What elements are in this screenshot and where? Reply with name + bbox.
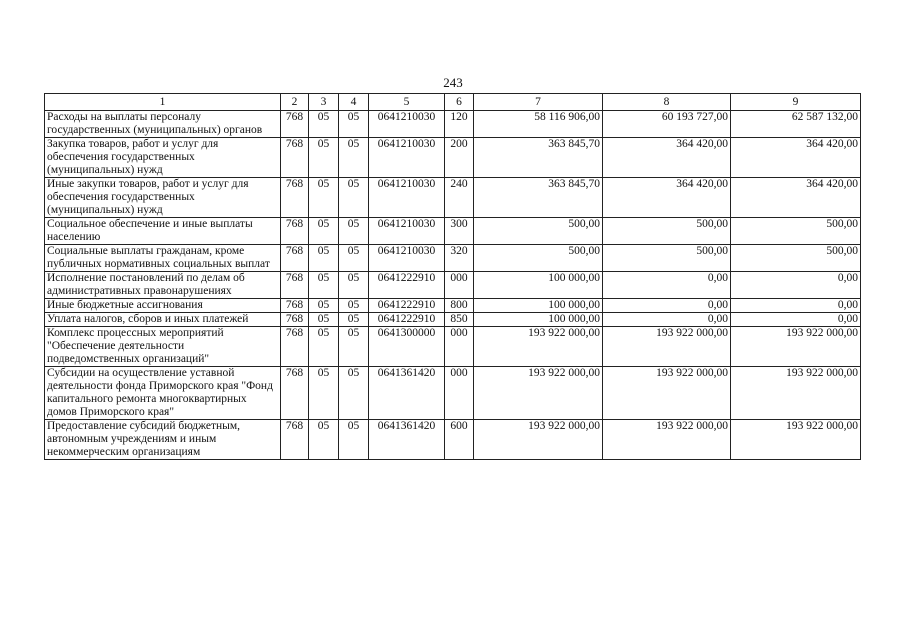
- table-row: [45, 245, 861, 272]
- subsection-code-cell: 05: [339, 111, 369, 138]
- ministry-code-cell: 768: [281, 218, 309, 245]
- amount-cell-col9: 0,00: [731, 299, 861, 313]
- subsection-code-cell: 05: [339, 178, 369, 218]
- page-number: 243: [443, 75, 463, 90]
- expense-type-cell: 850: [445, 313, 474, 327]
- target-article-cell: 0641300000: [369, 327, 445, 367]
- subsection-code-cell: 05: [339, 272, 369, 299]
- expense-name-cell: Расходы на выплаты персоналу государственных (муниципальных) органов: [45, 111, 281, 138]
- section-code-cell: 05: [309, 367, 339, 420]
- section-code-cell: 05: [309, 245, 339, 272]
- table-row: [45, 138, 861, 178]
- section-code-cell: 05: [309, 178, 339, 218]
- amount-cell-col8: 364 420,00: [603, 138, 731, 178]
- ministry-code-cell: 768: [281, 420, 309, 460]
- expense-type-cell: 000: [445, 327, 474, 367]
- section-code-cell: 05: [309, 313, 339, 327]
- ministry-code-cell: 768: [281, 111, 309, 138]
- amount-cell-col9: 62 587 132,00: [731, 111, 861, 138]
- table-row: [45, 327, 861, 367]
- amount-cell-col8: 193 922 000,00: [603, 420, 731, 460]
- amount-cell-col8: 500,00: [603, 245, 731, 272]
- section-code-cell: 05: [309, 272, 339, 299]
- section-code-cell: 05: [309, 327, 339, 367]
- target-article-cell: 0641361420: [369, 367, 445, 420]
- subsection-code-cell: 05: [339, 299, 369, 313]
- ministry-code-cell: 768: [281, 313, 309, 327]
- expense-name-cell: Субсидии на осуществление уставной деятельности фонда Приморского края "Фонд капитального ремонта многоквартирных домов Приморского края": [45, 367, 281, 420]
- amount-cell-col9: 364 420,00: [731, 178, 861, 218]
- subsection-code-cell: 05: [339, 367, 369, 420]
- table-row: [45, 420, 861, 460]
- target-article-cell: 0641210030: [369, 138, 445, 178]
- budget-table: [44, 93, 861, 460]
- ministry-code-cell: 768: [281, 178, 309, 218]
- expense-name-cell: Иные закупки товаров, работ и услуг для обеспечения государственных (муниципальных) нужд: [45, 178, 281, 218]
- expense-name-cell: Социальное обеспечение и иные выплаты населению: [45, 218, 281, 245]
- expense-name-cell: Комплекс процессных мероприятий "Обеспечение деятельности подведомственных организаций": [45, 327, 281, 367]
- expense-type-cell: 200: [445, 138, 474, 178]
- expense-type-cell: 320: [445, 245, 474, 272]
- section-code-cell: 05: [309, 111, 339, 138]
- section-code-cell: 05: [309, 420, 339, 460]
- amount-cell-col7: 500,00: [474, 218, 603, 245]
- section-code-cell: 05: [309, 299, 339, 313]
- column-header: 7: [474, 94, 603, 111]
- expense-name-cell: Социальные выплаты гражданам, кроме публичных нормативных социальных выплат: [45, 245, 281, 272]
- column-header: 5: [369, 94, 445, 111]
- expense-name-cell: Исполнение постановлений по делам об административных правонарушениях: [45, 272, 281, 299]
- amount-cell-col9: 193 922 000,00: [731, 367, 861, 420]
- column-header: 4: [339, 94, 369, 111]
- ministry-code-cell: 768: [281, 299, 309, 313]
- subsection-code-cell: 05: [339, 218, 369, 245]
- section-code-cell: 05: [309, 218, 339, 245]
- table-row: [45, 178, 861, 218]
- target-article-cell: 0641222910: [369, 313, 445, 327]
- ministry-code-cell: 768: [281, 138, 309, 178]
- amount-cell-col7: 363 845,70: [474, 138, 603, 178]
- ministry-code-cell: 768: [281, 367, 309, 420]
- table-row: [45, 299, 861, 313]
- amount-cell-col8: 0,00: [603, 272, 731, 299]
- amount-cell-col8: 193 922 000,00: [603, 327, 731, 367]
- table-row: [45, 313, 861, 327]
- target-article-cell: 0641210030: [369, 218, 445, 245]
- amount-cell-col9: 0,00: [731, 272, 861, 299]
- target-article-cell: 0641361420: [369, 420, 445, 460]
- amount-cell-col9: 193 922 000,00: [731, 420, 861, 460]
- column-header: 9: [731, 94, 861, 111]
- amount-cell-col9: 500,00: [731, 245, 861, 272]
- expense-type-cell: 800: [445, 299, 474, 313]
- expense-name-cell: Уплата налогов, сборов и иных платежей: [45, 313, 281, 327]
- amount-cell-col7: 193 922 000,00: [474, 420, 603, 460]
- expense-name-cell: Закупка товаров, работ и услуг для обеспечения государственных (муниципальных) нужд: [45, 138, 281, 178]
- subsection-code-cell: 05: [339, 138, 369, 178]
- table-row: [45, 272, 861, 299]
- subsection-code-cell: 05: [339, 245, 369, 272]
- column-header: 3: [309, 94, 339, 111]
- target-article-cell: 0641222910: [369, 299, 445, 313]
- expense-type-cell: 120: [445, 111, 474, 138]
- expense-type-cell: 000: [445, 272, 474, 299]
- amount-cell-col7: 363 845,70: [474, 178, 603, 218]
- amount-cell-col7: 500,00: [474, 245, 603, 272]
- expense-type-cell: 000: [445, 367, 474, 420]
- expense-name-cell: Предоставление субсидий бюджетным, автономным учреждениям и иным некоммерческим организациям: [45, 420, 281, 460]
- target-article-cell: 0641222910: [369, 272, 445, 299]
- amount-cell-col8: 0,00: [603, 299, 731, 313]
- expense-type-cell: 300: [445, 218, 474, 245]
- amount-cell-col9: 364 420,00: [731, 138, 861, 178]
- ministry-code-cell: 768: [281, 272, 309, 299]
- subsection-code-cell: 05: [339, 420, 369, 460]
- amount-cell-col8: 60 193 727,00: [603, 111, 731, 138]
- amount-cell-col7: 193 922 000,00: [474, 327, 603, 367]
- expense-type-cell: 240: [445, 178, 474, 218]
- ministry-code-cell: 768: [281, 327, 309, 367]
- amount-cell-col9: 500,00: [731, 218, 861, 245]
- ministry-code-cell: 768: [281, 245, 309, 272]
- subsection-code-cell: 05: [339, 313, 369, 327]
- table-row: [45, 111, 861, 138]
- amount-cell-col8: 500,00: [603, 218, 731, 245]
- target-article-cell: 0641210030: [369, 111, 445, 138]
- amount-cell-col8: 0,00: [603, 313, 731, 327]
- amount-cell-col7: 100 000,00: [474, 313, 603, 327]
- amount-cell-col7: 100 000,00: [474, 272, 603, 299]
- expense-type-cell: 600: [445, 420, 474, 460]
- column-header: 1: [45, 94, 281, 111]
- amount-cell-col9: 193 922 000,00: [731, 327, 861, 367]
- amount-cell-col8: 364 420,00: [603, 178, 731, 218]
- header-row: [45, 94, 861, 111]
- target-article-cell: 0641210030: [369, 245, 445, 272]
- amount-cell-col7: 193 922 000,00: [474, 367, 603, 420]
- subsection-code-cell: 05: [339, 327, 369, 367]
- amount-cell-col7: 100 000,00: [474, 299, 603, 313]
- section-code-cell: 05: [309, 138, 339, 178]
- target-article-cell: 0641210030: [369, 178, 445, 218]
- column-header: 8: [603, 94, 731, 111]
- table-row: [45, 367, 861, 420]
- amount-cell-col7: 58 116 906,00: [474, 111, 603, 138]
- column-header: 6: [445, 94, 474, 111]
- expense-name-cell: Иные бюджетные ассигнования: [45, 299, 281, 313]
- column-header: 2: [281, 94, 309, 111]
- amount-cell-col8: 193 922 000,00: [603, 367, 731, 420]
- table-row: [45, 218, 861, 245]
- amount-cell-col9: 0,00: [731, 313, 861, 327]
